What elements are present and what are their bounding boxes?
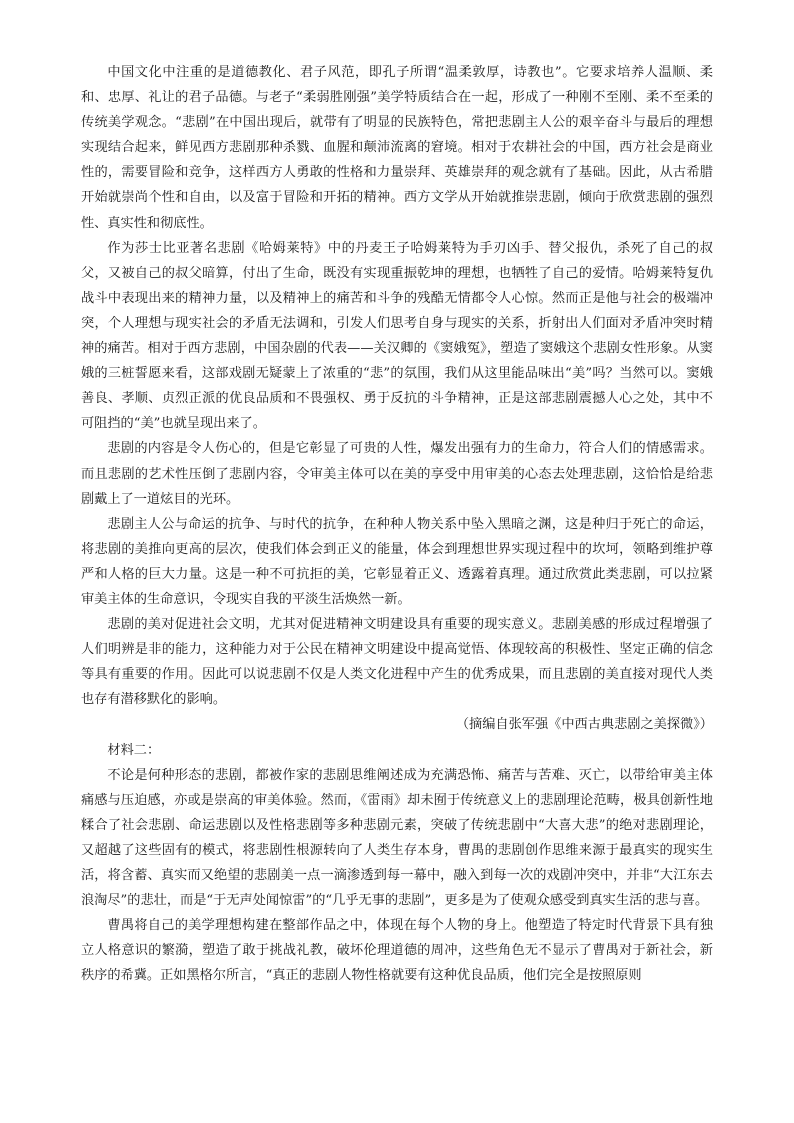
body-paragraph: 悲剧主人公与命运的抗争、与时代的抗争，在种种人物关系中坠入黑暗之渊，这是种归于死亡的命运，将悲剧的美推向更高的层次，使我们体会到正义的能量，体会到理想世界实现过程中的坎坷，领略到维护尊严和人格的巨大力量。这是一种不可抗拒的美，它彰显着正义、透露着真理。通过欣赏此类悲剧，可以拉紧审美主体的生命意识，令现实自我的平淡生活焕然一新。: [81, 516, 713, 607]
document-page: [81, 60, 713, 988]
body-paragraph: 中国文化中注重的是道德教化、君子风范，即孔子所谓“温柔敦厚，诗教也”。它要求培养人温顺、柔和、忠厚、礼让的君子品德。与老子“柔弱胜刚强”美学特质结合在一起，形成了一种刚不至刚、柔不至柔的传统美学观念。“悲剧”在中国出现后，就带有了明显的民族特色，常把悲剧主人公的艰辛奋斗与最后的理想实现结合起来，鲜见西方悲剧那种杀戮、血腥和颠沛流离的窘境。相对于农耕社会的中国，西方社会是商业性的，需要冒险和竞争，这样西方人勇敢的性格和力量崇拜、英雄崇拜的观念就有了基础。因此，从古希腊开始就崇尚个性和自由，以及富于冒险和开拓的精神。西方文学从开始就推崇悲剧，倾向于欣赏悲剧的强烈性、真实性和彻底性。: [81, 65, 713, 231]
body-paragraph: 悲剧的内容是令人伤心的，但是它彰显了可贵的人性，爆发出强有力的生命力，符合人们的情感需求。而且悲剧的艺术性压倒了悲剧内容，令审美主体可以在美的享受中用审美的心态去处理悲剧，这恰恰是给悲剧戴上了一道炫目的光环。: [81, 441, 713, 507]
body-paragraph: 作为莎士比亚著名悲剧《哈姆莱特》中的丹麦王子哈姆莱特为手刃凶手、替父报仇，杀死了自己的叔父，又被自己的叔父暗算，付出了生命，既没有实现重振乾坤的理想，也牺牲了自己的爱情。哈姆莱特复仇战斗中表现出来的精神力量，以及精神上的痛苦和斗争的残酷无情都令人心惊。然而正是他与社会的极端冲突，个人理想与现实社会的矛盾无法调和，引发人们思考自身与现实的关系，折射出人们面对矛盾冲突时精神的痛苦。相对于西方悲剧，中国杂剧的代表——关汉卿的《窦娥冤》，塑造了窦娥这个悲剧女性形象。从窦娥的三桩誓愿来看，这部戏剧无疑蒙上了浓重的“悲”的氛围，我们从这里能品味出“美”吗？当然可以。窦娥善良、孝顺、贞烈正派的优良品质和不畏强权、勇于反抗的斗争精神，正是这部悲剧震撼人心之处，其中不可阻挡的“美”也就呈现出来了。: [81, 240, 713, 432]
source-citation: （摘编自张军强《中西古典悲剧之美探微》）: [455, 717, 713, 733]
body-paragraph: 不论是何种形态的悲剧，都被作家的悲剧思维阐述成为充满恐怖、痛苦与苦难、灭亡，以带给审美主体痛感与压迫感，亦或是崇高的审美体验。然而，《雷雨》却未囿于传统意义上的悲剧理论范畴，极具创新性地糅合了社会悲剧、命运悲剧以及性格悲剧等多种悲剧元素，突破了传统悲剧中“大喜大悲”的绝对悲剧理论，又超越了这些固有的模式，将悲剧性根源转向了人类生存本身，曹禺的悲剧创作思维来源于最真实的现实生活，将含蓄、真实而又绝望的悲剧美一点一滴渗透到每一幕中，融入到每一次的戏剧冲突中，并非“大江东去浪淘尽”的悲壮，而是“于无声处闻惊雷”的“几乎无事的悲剧”，更多是为了使观众感受到真实生活的悲与喜。: [81, 767, 713, 909]
section-heading: 材料二：: [107, 742, 161, 758]
body-paragraph: 曹禺将自己的美学理想构建在整部作品之中，体现在每个人物的身上。他塑造了特定时代背景下具有独立人格意识的繁漪，塑造了敢于挑战礼教，破坏伦理道德的周冲，这些角色无不显示了曹禺对于新社会，新秩序的希冀。正如黑格尔所言，“真正的悲剧人物性格就要有这种优良品质，他们完全是按照原则: [81, 918, 713, 984]
body-paragraph: 悲剧的美对促进社会文明，尤其对促进精神文明建设具有重要的现实意义。悲剧美感的形成过程增强了人们明辨是非的能力，这种能力对于公民在精神文明建设中提高觉悟、体现较高的积极性、坚定正确的信念等具有重要的作用。因此可以说悲剧不仅是人类文化进程中产生的优秀成果，而且悲剧的美直接对现代人类也存有潜移默化的影响。: [81, 617, 713, 708]
